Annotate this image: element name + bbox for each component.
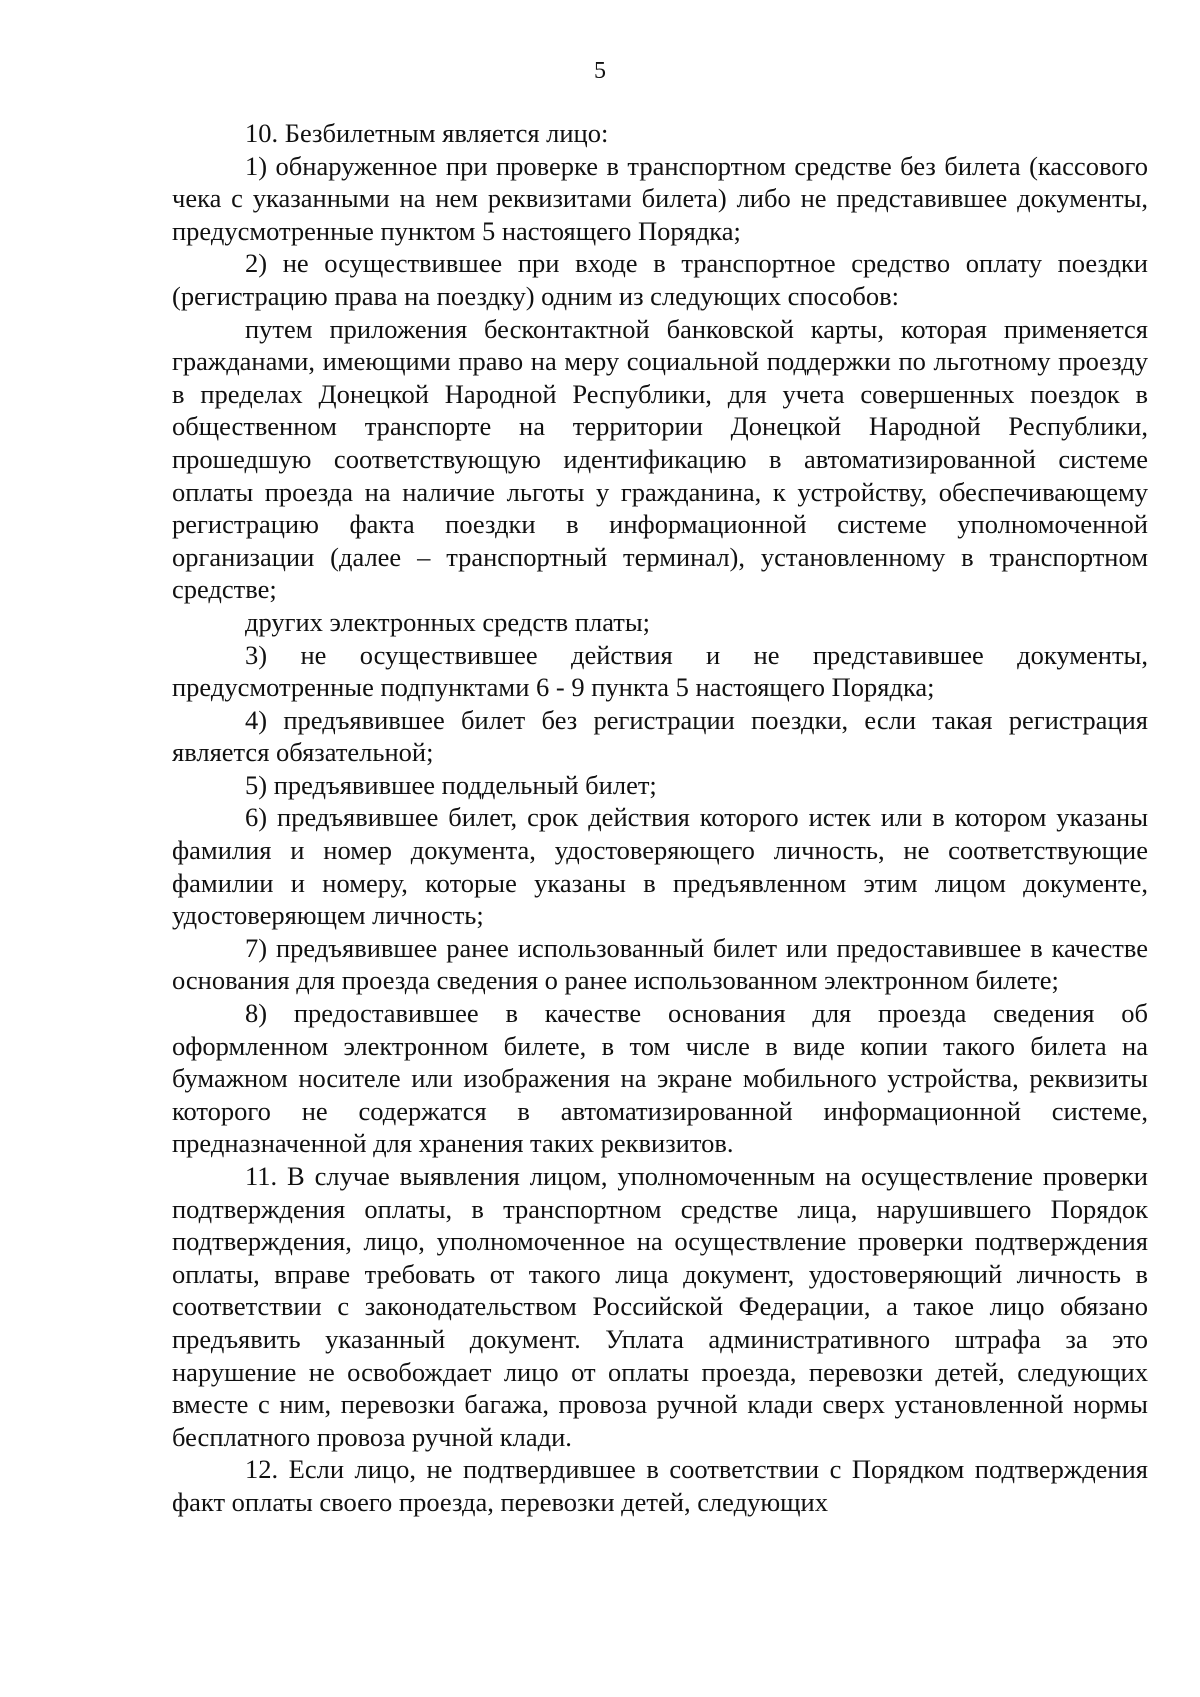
paragraph-10-item-5: 5) предъявившее поддельный билет; [245, 769, 657, 800]
paragraph-10-heading: 10. Безбилетным является лицо: [245, 118, 609, 148]
document-body [172, 117, 1148, 1519]
paragraph-10-item-3: 3) не осуществившее действия и не представившее документы, предусмотренные подпунктами 6 - 9 пункта 5 настоящего Порядка; [172, 639, 1148, 703]
paragraph-10-item-2-method-other: других электронных средств платы; [245, 606, 651, 637]
paragraph-11: 11. В случае выявления лицом, уполномоченным на осуществление проверки подтверждения оплаты, в транспортном средстве лица, нарушившего Порядок подтверждения, лицо, уполномоченное на осуществление проверки подтверждения оплаты, вправе требовать от такого лица документ, удостоверяющий личность в соответствии с законодательством Российской Федерации, а такое лицо обязано предъявить указанный документ. Уплата административного штрафа за это нарушение не освобождает лицо от оплаты проезда, перевозки детей, следующих вместе с ним, перевозки багажа, провоза ручной клади сверх установленной нормы бесплатного провоза ручной клади. [172, 1161, 1148, 1452]
paragraph-10-item-2: 2) не осуществившее при входе в транспортное средство оплату поездки (регистрацию права на поездку) одним из следующих способов: [172, 248, 1148, 311]
paragraph-10-item-8: 8) предоставившее в качестве основания для проезда сведения об оформленном электронном билете, в том числе в виде копии такого билета на бумажном носителе или изображения на экране мобильного устройства, реквизиты которого не содержатся в автоматизированной информационной системе, предназначенной для хранения таких реквизитов. [172, 998, 1148, 1159]
paragraph-10-item-4: 4) предъявившее билет без регистрации поездки, если такая регистрация является обязательной; [172, 704, 1148, 768]
paragraph-10-item-6: 6) предъявившее билет, срок действия которого истек или в котором указаны фамилия и номер документа, удостоверяющего личность, не соответствующие фамилии и номеру, которые указаны в предъявленном этим лицом документе, удостоверяющем личность; [172, 802, 1148, 931]
paragraph-10-item-7: 7) предъявившее ранее использованный билет или предоставившее в качестве основания для проезда сведения о ранее использованном электронном билете; [172, 932, 1148, 996]
paragraph-10-item-1: 1) обнаруженное при проверке в транспортном средстве без билета (кассового чека с указанными на нем реквизитами билета) либо не представившее документы, предусмотренные пунктом 5 настоящего Порядка; [172, 150, 1148, 246]
paragraph-12: 12. Если лицо, не подтвердившее в соответствии с Порядком подтверждения факт оплаты своего проезда, перевозки детей, следующих [172, 1454, 1148, 1517]
page-number: 5 [594, 58, 606, 84]
paragraph-10-item-2-method-card: путем приложения бесконтактной банковской карты, которая применяется гражданами, имеющими право на меру социальной поддержки по льготному проезду в пределах Донецкой Народной Республики, для учета совершенных поездок в общественном транспорте на территории Донецкой Народной Республики, прошедшую соответствующую идентификацию в автоматизированной системе оплаты проезда на наличие льготы у гражданина, к устройству, обеспечивающему регистрацию факта поездки в информационной системе уполномоченной организации (далее – транспортный терминал), установленному в транспортном средстве; [172, 313, 1148, 605]
